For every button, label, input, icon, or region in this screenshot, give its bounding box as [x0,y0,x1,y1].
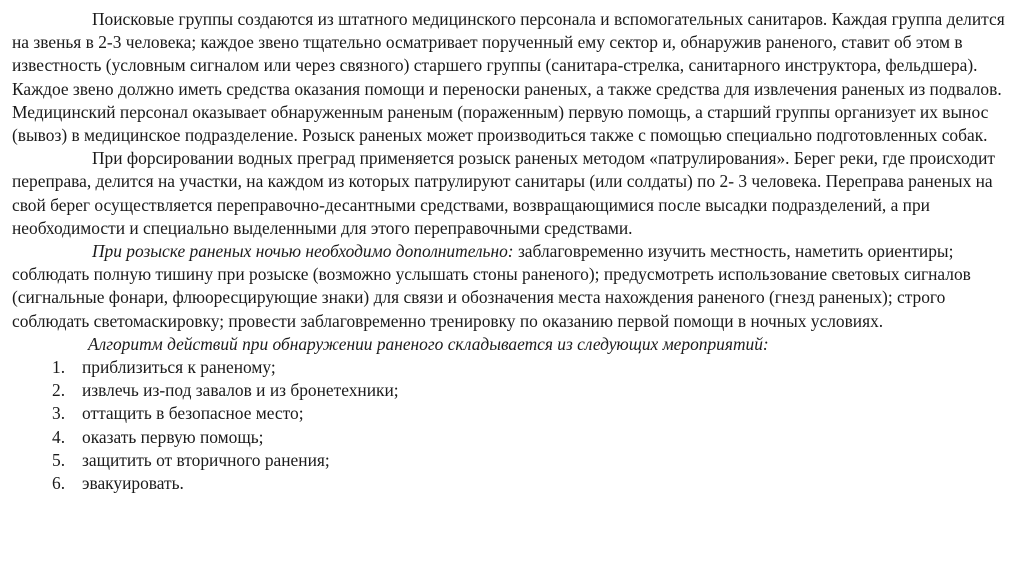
list-item [12,449,1018,472]
list-item [12,426,1018,449]
list-item-text: оказать первую помощь; [82,426,264,447]
list-item-number: 4. [52,426,66,447]
list-item-text: извлечь из-под завалов и из бронетехники; [82,380,399,401]
algorithm-steps-list [12,356,1018,495]
list-item [12,402,1018,425]
algorithm-heading: Алгоритм действий при обнаружении раненого складывается из следующих мероприятий: [88,333,769,354]
night-search-body: заблаговременно изучить местность, наметить ориентиры; соблюдать полную тишину при розыске (возможно услышать стоны раненого); предусмотреть использование световых сигналов (сигнальные фонари, флюоресцирующие знаки) для связи и обозначения места нахождения раненого (гнезд раненых); строго соблюдать светомаскировку; провести заблаговременно тренировку по оказанию первой помощи в ночных условиях. [12,241,971,331]
list-item-text: оттащить в безопасное место; [82,403,304,424]
list-item-number: 2. [52,380,66,401]
list-item [12,472,1018,495]
list-item-text: эвакуировать. [82,473,184,494]
night-search-lead: При розыске раненых ночью необходимо дополнительно: [92,241,514,262]
list-item [12,356,1018,379]
list-item-text: защитить от вторичного ранения; [82,449,330,470]
paragraph-night-search [12,240,1018,333]
list-item-number: 3. [52,403,66,424]
paragraph-water-crossing: При форсировании водных преград применяется розыск раненых методом «патрулирования». Берег реки, где происходит переправа, делится на участки, на каждом из которых патрулируют санитары (или солдаты) по 2- 3 человека. Переправа раненых на свой берег осуществляется переправочно-десантными средствами, возвращающимися после высадки подразделений, а при необходимости и специально выделенными для этого переправочными средствами. [12,148,995,238]
list-item-number: 1. [52,357,66,378]
document-page [12,8,1018,495]
list-item-text: приблизиться к раненому; [82,357,276,378]
list-item-number: 5. [52,449,66,470]
paragraph-search-groups: Поисковые группы создаются из штатного медицинского персонала и вспомогательных санитаров. Каждая группа делится на звенья в 2-3 человека; каждое звено тщательно осматривает порученный ему сектор и, обнаружив раненого, ставит об этом в известность (условным сигналом или через связного) старшего группы (санитара-стрелка, санитарного инструктора, фельдшера). Каждое звено должно иметь средства оказания помощи и переноски раненых, а также средства для извлечения раненых из подвалов. Медицинский персонал оказывает обнаруженным раненым (пораженным) первую помощь, а старший группы организует их вынос (вывоз) в медицинское подразделение. Розыск раненых может производиться также с помощью специально подготовленных собак. [12,9,1005,146]
list-item [12,379,1018,402]
list-item-number: 6. [52,473,66,494]
